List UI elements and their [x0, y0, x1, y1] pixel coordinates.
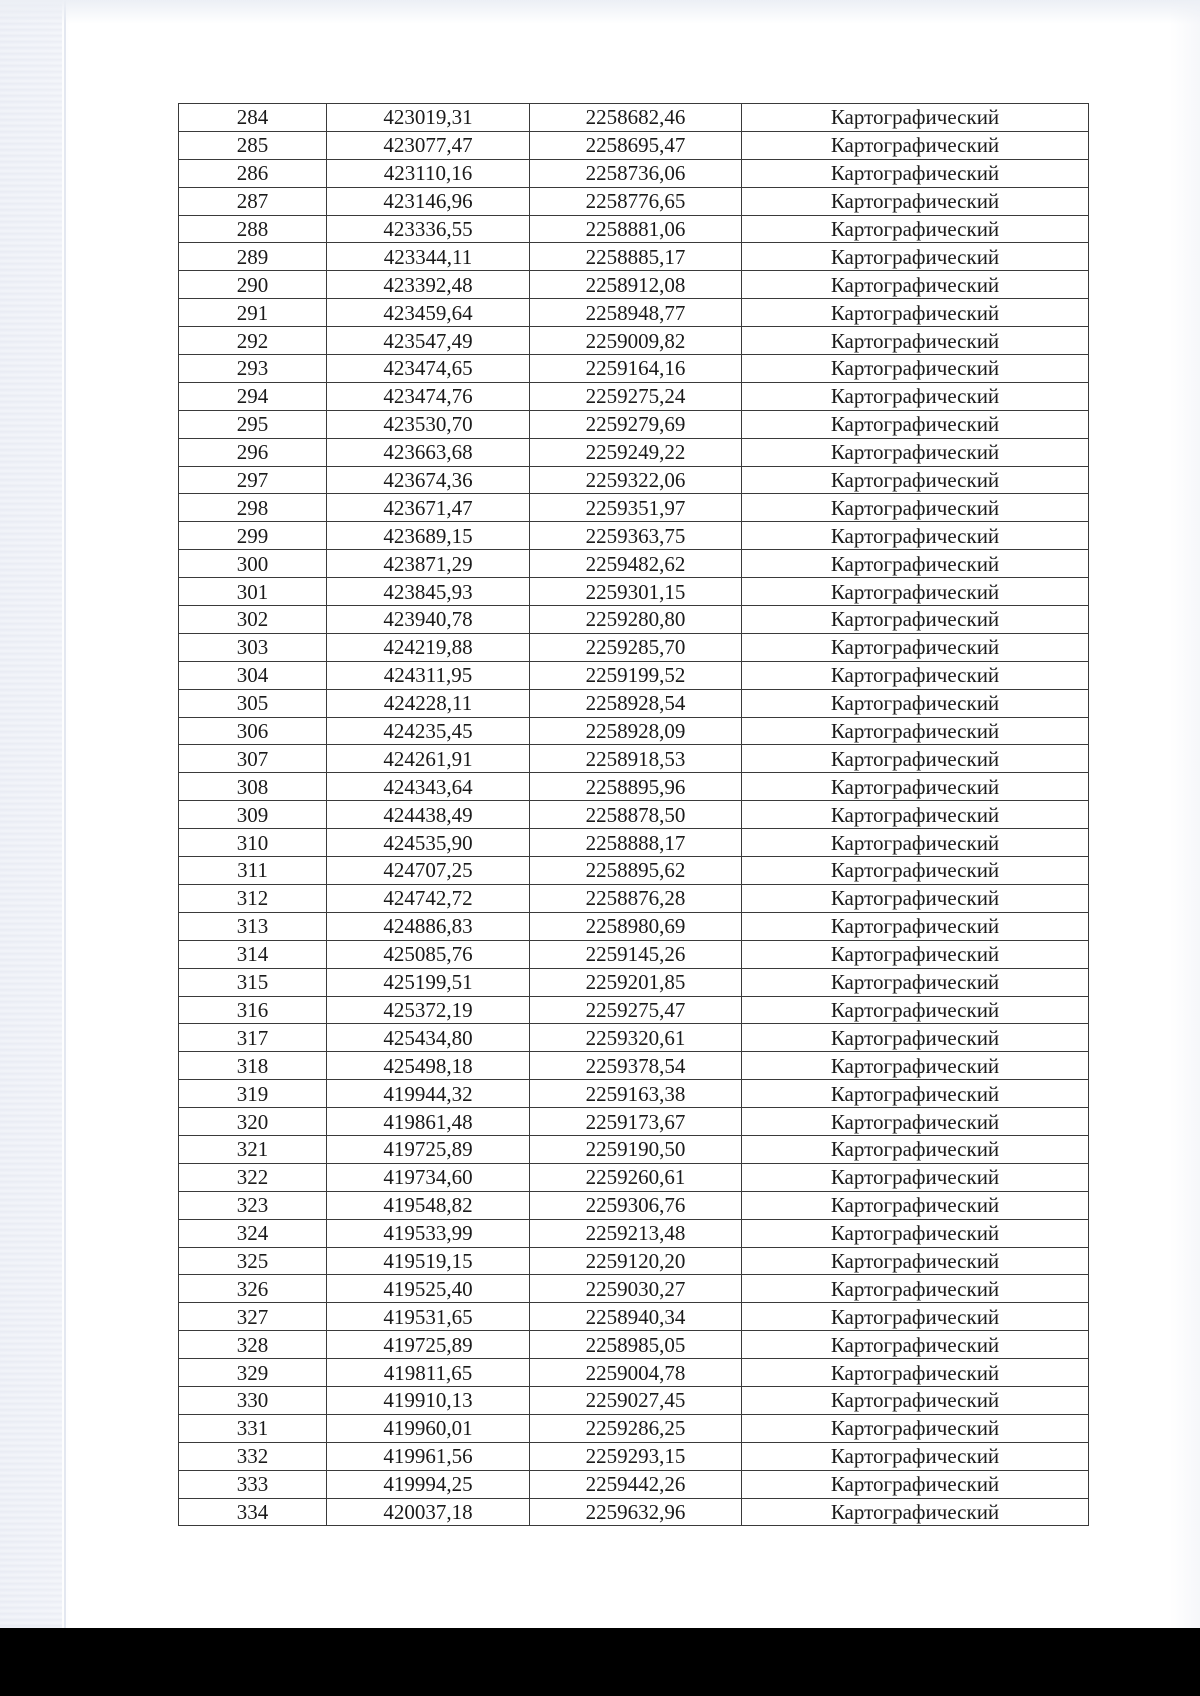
x-coordinate-cell: 420037,18 — [327, 1498, 530, 1526]
point-number-cell: 285 — [179, 131, 327, 159]
x-coordinate-cell: 423392,48 — [327, 271, 530, 299]
method-cell: Картографический — [742, 801, 1089, 829]
y-coordinate-cell: 2259363,75 — [530, 522, 742, 550]
y-coordinate-cell: 2259275,47 — [530, 996, 742, 1024]
y-coordinate-cell: 2259199,52 — [530, 661, 742, 689]
x-coordinate-cell: 425199,51 — [327, 968, 530, 996]
table-row — [179, 801, 1089, 829]
y-coordinate-cell: 2259351,97 — [530, 494, 742, 522]
coordinates-table-body — [179, 104, 1089, 1526]
table-row — [179, 1080, 1089, 1108]
y-coordinate-cell: 2258928,09 — [530, 717, 742, 745]
scan-edge-line — [64, 0, 66, 1628]
point-number-cell: 287 — [179, 187, 327, 215]
method-cell: Картографический — [742, 1135, 1089, 1163]
table-row — [179, 1108, 1089, 1136]
method-cell: Картографический — [742, 131, 1089, 159]
x-coordinate-cell: 424535,90 — [327, 829, 530, 857]
method-cell: Картографический — [742, 661, 1089, 689]
point-number-cell: 322 — [179, 1163, 327, 1191]
x-coordinate-cell: 423474,65 — [327, 355, 530, 383]
y-coordinate-cell: 2259145,26 — [530, 940, 742, 968]
table-row — [179, 633, 1089, 661]
x-coordinate-cell: 424311,95 — [327, 661, 530, 689]
table-row — [179, 522, 1089, 550]
point-number-cell: 294 — [179, 382, 327, 410]
scan-top-shading — [0, 0, 1200, 24]
y-coordinate-cell: 2259213,48 — [530, 1219, 742, 1247]
x-coordinate-cell: 423663,68 — [327, 438, 530, 466]
x-coordinate-cell: 424742,72 — [327, 884, 530, 912]
point-number-cell: 302 — [179, 606, 327, 634]
method-cell: Картографический — [742, 466, 1089, 494]
table-row — [179, 1359, 1089, 1387]
point-number-cell: 333 — [179, 1470, 327, 1498]
x-coordinate-cell: 423019,31 — [327, 104, 530, 132]
table-row — [179, 1191, 1089, 1219]
point-number-cell: 332 — [179, 1442, 327, 1470]
table-row — [179, 243, 1089, 271]
x-coordinate-cell: 423344,11 — [327, 243, 530, 271]
x-coordinate-cell: 423547,49 — [327, 327, 530, 355]
method-cell: Картографический — [742, 522, 1089, 550]
method-cell: Картографический — [742, 1442, 1089, 1470]
method-cell: Картографический — [742, 773, 1089, 801]
method-cell: Картографический — [742, 689, 1089, 717]
method-cell: Картографический — [742, 606, 1089, 634]
method-cell: Картографический — [742, 382, 1089, 410]
point-number-cell: 318 — [179, 1052, 327, 1080]
point-number-cell: 296 — [179, 438, 327, 466]
y-coordinate-cell: 2259322,06 — [530, 466, 742, 494]
x-coordinate-cell: 423110,16 — [327, 159, 530, 187]
y-coordinate-cell: 2259378,54 — [530, 1052, 742, 1080]
point-number-cell: 308 — [179, 773, 327, 801]
method-cell: Картографический — [742, 104, 1089, 132]
point-number-cell: 304 — [179, 661, 327, 689]
table-row — [179, 131, 1089, 159]
method-cell: Картографический — [742, 1498, 1089, 1526]
point-number-cell: 329 — [179, 1359, 327, 1387]
table-row — [179, 159, 1089, 187]
y-coordinate-cell: 2259632,96 — [530, 1498, 742, 1526]
point-number-cell: 334 — [179, 1498, 327, 1526]
table-row — [179, 1052, 1089, 1080]
y-coordinate-cell: 2259301,15 — [530, 578, 742, 606]
coordinates-table — [178, 103, 1089, 1526]
x-coordinate-cell: 424438,49 — [327, 801, 530, 829]
x-coordinate-cell: 423940,78 — [327, 606, 530, 634]
table-row — [179, 1247, 1089, 1275]
y-coordinate-cell: 2258912,08 — [530, 271, 742, 299]
point-number-cell: 328 — [179, 1331, 327, 1359]
point-number-cell: 327 — [179, 1303, 327, 1331]
point-number-cell: 324 — [179, 1219, 327, 1247]
x-coordinate-cell: 423459,64 — [327, 299, 530, 327]
point-number-cell: 317 — [179, 1024, 327, 1052]
y-coordinate-cell: 2259482,62 — [530, 550, 742, 578]
x-coordinate-cell: 419994,25 — [327, 1470, 530, 1498]
table-row — [179, 689, 1089, 717]
x-coordinate-cell: 424707,25 — [327, 857, 530, 885]
x-coordinate-cell: 425085,76 — [327, 940, 530, 968]
method-cell: Картографический — [742, 633, 1089, 661]
y-coordinate-cell: 2258895,96 — [530, 773, 742, 801]
y-coordinate-cell: 2259120,20 — [530, 1247, 742, 1275]
table-row — [179, 327, 1089, 355]
point-number-cell: 297 — [179, 466, 327, 494]
y-coordinate-cell: 2259164,16 — [530, 355, 742, 383]
point-number-cell: 312 — [179, 884, 327, 912]
table-row — [179, 1498, 1089, 1526]
method-cell: Картографический — [742, 884, 1089, 912]
x-coordinate-cell: 419861,48 — [327, 1108, 530, 1136]
table-row — [179, 299, 1089, 327]
y-coordinate-cell: 2259249,22 — [530, 438, 742, 466]
y-coordinate-cell: 2259442,26 — [530, 1470, 742, 1498]
method-cell: Картографический — [742, 1303, 1089, 1331]
table-row — [179, 606, 1089, 634]
x-coordinate-cell: 425498,18 — [327, 1052, 530, 1080]
method-cell: Картографический — [742, 1331, 1089, 1359]
table-row — [179, 382, 1089, 410]
y-coordinate-cell: 2258985,05 — [530, 1331, 742, 1359]
table-row — [179, 104, 1089, 132]
method-cell: Картографический — [742, 857, 1089, 885]
table-row — [179, 578, 1089, 606]
y-coordinate-cell: 2259030,27 — [530, 1275, 742, 1303]
scan-edge-shading — [0, 0, 62, 1628]
table-row — [179, 466, 1089, 494]
point-number-cell: 311 — [179, 857, 327, 885]
table-row — [179, 1219, 1089, 1247]
method-cell: Картографический — [742, 829, 1089, 857]
point-number-cell: 313 — [179, 912, 327, 940]
method-cell: Картографический — [742, 438, 1089, 466]
y-coordinate-cell: 2259286,25 — [530, 1414, 742, 1442]
point-number-cell: 298 — [179, 494, 327, 522]
x-coordinate-cell: 423530,70 — [327, 410, 530, 438]
y-coordinate-cell: 2259293,15 — [530, 1442, 742, 1470]
x-coordinate-cell: 424343,64 — [327, 773, 530, 801]
table-row — [179, 410, 1089, 438]
x-coordinate-cell: 419910,13 — [327, 1386, 530, 1414]
point-number-cell: 320 — [179, 1108, 327, 1136]
point-number-cell: 321 — [179, 1135, 327, 1163]
y-coordinate-cell: 2258878,50 — [530, 801, 742, 829]
method-cell: Картографический — [742, 1080, 1089, 1108]
point-number-cell: 323 — [179, 1191, 327, 1219]
table-row — [179, 940, 1089, 968]
point-number-cell: 292 — [179, 327, 327, 355]
table-row — [179, 829, 1089, 857]
table-row — [179, 773, 1089, 801]
point-number-cell: 316 — [179, 996, 327, 1024]
y-coordinate-cell: 2259009,82 — [530, 327, 742, 355]
y-coordinate-cell: 2258736,06 — [530, 159, 742, 187]
x-coordinate-cell: 419725,89 — [327, 1331, 530, 1359]
method-cell: Картографический — [742, 1024, 1089, 1052]
y-coordinate-cell: 2258928,54 — [530, 689, 742, 717]
point-number-cell: 306 — [179, 717, 327, 745]
point-number-cell: 307 — [179, 745, 327, 773]
table-row — [179, 1386, 1089, 1414]
point-number-cell: 305 — [179, 689, 327, 717]
table-row — [179, 494, 1089, 522]
x-coordinate-cell: 419961,56 — [327, 1442, 530, 1470]
y-coordinate-cell: 2258940,34 — [530, 1303, 742, 1331]
table-row — [179, 912, 1089, 940]
x-coordinate-cell: 419944,32 — [327, 1080, 530, 1108]
y-coordinate-cell: 2258888,17 — [530, 829, 742, 857]
x-coordinate-cell: 424261,91 — [327, 745, 530, 773]
table-row — [179, 550, 1089, 578]
x-coordinate-cell: 425372,19 — [327, 996, 530, 1024]
point-number-cell: 325 — [179, 1247, 327, 1275]
method-cell: Картографический — [742, 1359, 1089, 1387]
x-coordinate-cell: 419734,60 — [327, 1163, 530, 1191]
point-number-cell: 331 — [179, 1414, 327, 1442]
x-coordinate-cell: 419525,40 — [327, 1275, 530, 1303]
x-coordinate-cell: 423845,93 — [327, 578, 530, 606]
method-cell: Картографический — [742, 717, 1089, 745]
y-coordinate-cell: 2259260,61 — [530, 1163, 742, 1191]
point-number-cell: 315 — [179, 968, 327, 996]
x-coordinate-cell: 419519,15 — [327, 1247, 530, 1275]
table-row — [179, 355, 1089, 383]
method-cell: Картографический — [742, 410, 1089, 438]
point-number-cell: 284 — [179, 104, 327, 132]
x-coordinate-cell: 423474,76 — [327, 382, 530, 410]
x-coordinate-cell: 419531,65 — [327, 1303, 530, 1331]
y-coordinate-cell: 2259004,78 — [530, 1359, 742, 1387]
y-coordinate-cell: 2259285,70 — [530, 633, 742, 661]
table-row — [179, 745, 1089, 773]
table-row — [179, 1470, 1089, 1498]
y-coordinate-cell: 2259320,61 — [530, 1024, 742, 1052]
table-row — [179, 438, 1089, 466]
table-row — [179, 717, 1089, 745]
method-cell: Картографический — [742, 1108, 1089, 1136]
x-coordinate-cell: 423146,96 — [327, 187, 530, 215]
method-cell: Картографический — [742, 1191, 1089, 1219]
y-coordinate-cell: 2258885,17 — [530, 243, 742, 271]
method-cell: Картографический — [742, 187, 1089, 215]
x-coordinate-cell: 424235,45 — [327, 717, 530, 745]
table-row — [179, 884, 1089, 912]
y-coordinate-cell: 2259275,24 — [530, 382, 742, 410]
table-row — [179, 1442, 1089, 1470]
x-coordinate-cell: 423674,36 — [327, 466, 530, 494]
x-coordinate-cell: 424219,88 — [327, 633, 530, 661]
method-cell: Картографический — [742, 745, 1089, 773]
y-coordinate-cell: 2259306,76 — [530, 1191, 742, 1219]
point-number-cell: 330 — [179, 1386, 327, 1414]
method-cell: Картографический — [742, 299, 1089, 327]
y-coordinate-cell: 2259280,80 — [530, 606, 742, 634]
y-coordinate-cell: 2258682,46 — [530, 104, 742, 132]
y-coordinate-cell: 2259201,85 — [530, 968, 742, 996]
method-cell: Картографический — [742, 1163, 1089, 1191]
method-cell: Картографический — [742, 159, 1089, 187]
method-cell: Картографический — [742, 271, 1089, 299]
table-row — [179, 661, 1089, 689]
method-cell: Картографический — [742, 578, 1089, 606]
table-row — [179, 1414, 1089, 1442]
x-coordinate-cell: 419725,89 — [327, 1135, 530, 1163]
y-coordinate-cell: 2259027,45 — [530, 1386, 742, 1414]
point-number-cell: 300 — [179, 550, 327, 578]
method-cell: Картографический — [742, 1414, 1089, 1442]
method-cell: Картографический — [742, 215, 1089, 243]
point-number-cell: 293 — [179, 355, 327, 383]
x-coordinate-cell: 419533,99 — [327, 1219, 530, 1247]
table-row — [179, 968, 1089, 996]
point-number-cell: 303 — [179, 633, 327, 661]
y-coordinate-cell: 2258948,77 — [530, 299, 742, 327]
x-coordinate-cell: 423671,47 — [327, 494, 530, 522]
table-row — [179, 271, 1089, 299]
method-cell: Картографический — [742, 1386, 1089, 1414]
method-cell: Картографический — [742, 1247, 1089, 1275]
method-cell: Картографический — [742, 940, 1089, 968]
point-number-cell: 326 — [179, 1275, 327, 1303]
y-coordinate-cell: 2258876,28 — [530, 884, 742, 912]
method-cell: Картографический — [742, 912, 1089, 940]
point-number-cell: 286 — [179, 159, 327, 187]
method-cell: Картографический — [742, 327, 1089, 355]
table-row — [179, 1024, 1089, 1052]
y-coordinate-cell: 2258980,69 — [530, 912, 742, 940]
x-coordinate-cell: 425434,80 — [327, 1024, 530, 1052]
table-row — [179, 857, 1089, 885]
point-number-cell: 301 — [179, 578, 327, 606]
table-row — [179, 1275, 1089, 1303]
point-number-cell: 290 — [179, 271, 327, 299]
method-cell: Картографический — [742, 243, 1089, 271]
method-cell: Картографический — [742, 550, 1089, 578]
y-coordinate-cell: 2258881,06 — [530, 215, 742, 243]
table-row — [179, 215, 1089, 243]
x-coordinate-cell: 424886,83 — [327, 912, 530, 940]
y-coordinate-cell: 2259190,50 — [530, 1135, 742, 1163]
point-number-cell: 299 — [179, 522, 327, 550]
method-cell: Картографический — [742, 1470, 1089, 1498]
method-cell: Картографический — [742, 996, 1089, 1024]
table-row — [179, 1135, 1089, 1163]
point-number-cell: 291 — [179, 299, 327, 327]
table-row — [179, 187, 1089, 215]
method-cell: Картографический — [742, 1275, 1089, 1303]
point-number-cell: 288 — [179, 215, 327, 243]
y-coordinate-cell: 2259163,38 — [530, 1080, 742, 1108]
table-row — [179, 1331, 1089, 1359]
y-coordinate-cell: 2258695,47 — [530, 131, 742, 159]
point-number-cell: 319 — [179, 1080, 327, 1108]
x-coordinate-cell: 419960,01 — [327, 1414, 530, 1442]
method-cell: Картографический — [742, 1052, 1089, 1080]
scan-bottom-band — [0, 1628, 1200, 1696]
point-number-cell: 310 — [179, 829, 327, 857]
point-number-cell: 309 — [179, 801, 327, 829]
x-coordinate-cell: 423689,15 — [327, 522, 530, 550]
table-row — [179, 996, 1089, 1024]
point-number-cell: 295 — [179, 410, 327, 438]
x-coordinate-cell: 419548,82 — [327, 1191, 530, 1219]
method-cell: Картографический — [742, 1219, 1089, 1247]
x-coordinate-cell: 423871,29 — [327, 550, 530, 578]
method-cell: Картографический — [742, 494, 1089, 522]
table-row — [179, 1303, 1089, 1331]
y-coordinate-cell: 2258776,65 — [530, 187, 742, 215]
x-coordinate-cell: 423336,55 — [327, 215, 530, 243]
method-cell: Картографический — [742, 355, 1089, 383]
point-number-cell: 289 — [179, 243, 327, 271]
y-coordinate-cell: 2258895,62 — [530, 857, 742, 885]
x-coordinate-cell: 419811,65 — [327, 1359, 530, 1387]
y-coordinate-cell: 2259279,69 — [530, 410, 742, 438]
y-coordinate-cell: 2259173,67 — [530, 1108, 742, 1136]
table-row — [179, 1163, 1089, 1191]
method-cell: Картографический — [742, 968, 1089, 996]
x-coordinate-cell: 424228,11 — [327, 689, 530, 717]
x-coordinate-cell: 423077,47 — [327, 131, 530, 159]
point-number-cell: 314 — [179, 940, 327, 968]
y-coordinate-cell: 2258918,53 — [530, 745, 742, 773]
